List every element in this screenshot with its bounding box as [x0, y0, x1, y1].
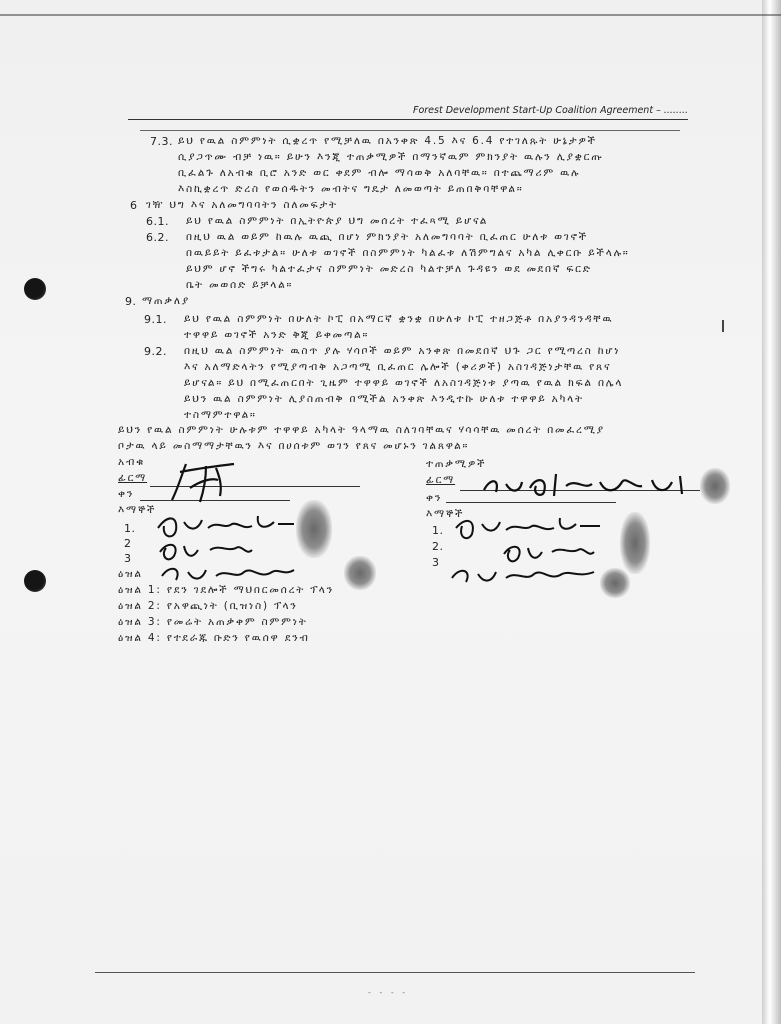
section-number: 6.1.	[146, 215, 169, 228]
text-line: ቤት መወሰድ ይቻላል።	[186, 279, 294, 291]
witness-number: 1.	[432, 524, 444, 537]
text-line: ይህ የዉል ስምምነት ሲቋረጥ የሚቻለዉ በአንቀጽ 4.5 እና 6.4 የተገለጹት ሁኔታዎች	[178, 135, 597, 147]
left-party-role: አብቁ	[118, 456, 146, 468]
text-line: ይሆናል። ይህ በሚፈጠርበት ጊዜም ተዋዋይ ወገኖች ለአስገዳጅነቱ ያጣዉ የዉል ክፍል በሌላ	[184, 377, 624, 389]
right-date-line	[446, 502, 616, 503]
section-number: 9.2.	[144, 345, 167, 358]
top-edge-line	[0, 14, 781, 16]
header-rule	[140, 130, 680, 131]
text-line: እና አለማድላትን የሚያጣብቅ አጋጣሚ ቢፈጠር ሌሎች (ቀሪዎች) አስገዳጅነታቸዉ የጸና	[184, 361, 612, 373]
left-sign-label: ፊርማ	[118, 472, 148, 484]
attachment-item: ዕዝል 3: የመሬት አጠቃቀም ስምምነት	[118, 616, 308, 628]
document-header: Forest Development Start-Up Coalition Agreement – ........	[128, 105, 688, 120]
page-edge-shadow	[762, 0, 781, 1024]
closing-line: ይህን የዉል ስምምነት ሁሉቱም ተዋዋይ አካላት ዓላማዉ ስለገባቸዉና ሃሳሳቸዉ መሰረት በመፈረሚያ	[118, 424, 605, 436]
right-witness-signatures	[444, 512, 624, 592]
margin-mark	[722, 320, 724, 332]
text-line: በዚህ ዉል ስምምነት ዉስጥ ያሉ ሃሳቦች ወይም አንቀጽ በመደበኛ ህጉ ጋር የሚጣረስ ከሆነ	[184, 345, 621, 357]
right-date-label: ቀን	[426, 492, 443, 504]
text-line: በዉይይት ይፈቱታል። ሁለቱ ወገኖች በስምምነት ካልፈቱ ለሽምግልና አካል ሊቀርቡ ይችላሉ።	[186, 247, 630, 259]
section-number: 7.3.	[150, 135, 173, 148]
text-line: ተዋዋይ ወገኖች አንድ ቅጂ ይቀመጣል።	[184, 329, 370, 341]
witness-number: 3	[124, 552, 132, 565]
section-title: ገዥ ህግ እና አለመግባባትን ስለመፍታት	[146, 199, 338, 211]
witness-number: 1.	[124, 522, 136, 535]
footer-page-mark: - - - -	[368, 988, 409, 997]
attachment-item: ዕዝል 4: የተደራጁ ቡድን የዉሰዋ ደንብ	[118, 632, 310, 644]
left-witnesses-label: እማኞች	[118, 504, 157, 516]
left-fingerprint-2	[344, 556, 376, 590]
right-party-signature	[476, 468, 706, 502]
text-line: ይህን ዉል ስምምነት ሊያስጠብቅ በሚችል አንቀጽ እንዲተኩ ሁለቱ ተዋዋይ አካላት	[184, 393, 584, 405]
witness-number: 3	[432, 556, 440, 569]
text-line: እስኪቋረጥ ድረስ የወሰዱትን መብትና ግዴታ ለመወጣት ይጠበቅባቸዋል።	[178, 183, 524, 195]
text-line: ይህም ሆኖ ችግሩ ካልተፈታና ስምምነት መድረስ ካልተቻለ ጉዳዩን ወደ መደበኛ ፍርድ	[186, 263, 592, 275]
attachment-item: ዕዝል 2: የአዋጪነት (ቢዝነስ) ፕላን	[118, 600, 298, 612]
section-number: 6	[130, 199, 138, 212]
section-number: 9.	[125, 295, 137, 308]
section-number: 6.2.	[146, 231, 169, 244]
text-line: ቢፈልጉ ለአብቁ ቢሮ አንድ ወር ቀደም ብሎ ማሳወቅ አለባቸዉ። በተጨማሪም ዉሉ	[178, 167, 581, 179]
text-line: በዚህ ዉል ወይም ከዉሉ ዉጪ በሆነ ምክንያት አለመግባባት ቢፈጠር ሁለቱ ወገኖች	[186, 231, 588, 243]
left-fingerprint-1	[296, 500, 332, 558]
punch-hole-bottom	[24, 570, 46, 592]
left-date-label: ቀን	[118, 488, 135, 500]
right-party-role: ተጠቃሚዎች	[426, 458, 487, 470]
right-fingerprint-1	[700, 468, 730, 504]
witness-number: 2	[124, 537, 132, 550]
text-line: ይህ የዉል ስምምነት በኢትዮጵያ ህግ መሰረት ተፈጻሚ ይሆናል	[186, 215, 489, 227]
left-witness-signatures	[148, 510, 308, 590]
text-line: ይህ የዉል ስምምነት በሁለት ኮፒ በአማርኛ ቋንቋ በሁለቱ ኮፒ ተዘጋጅቶ በአያንዳንዳቸዉ	[184, 313, 614, 325]
right-fingerprint-2	[620, 512, 650, 574]
footer-rule	[95, 972, 695, 973]
attachment-item: ዕዝል 1: የደን ገደሎች ማህበርመሰረት ፕላን	[118, 584, 334, 596]
text-line: ሲያጋጥሙ ብቻ ነዉ። ይሁን እንጂ ተጠቃሚዎች በማንኛዉም ምክንያት ዉሉን ሊያቋርጡ	[178, 151, 604, 163]
section-title: ማጠቃለያ	[142, 295, 191, 307]
right-witnesses-label: እማኞች	[426, 508, 465, 520]
right-sign-label: ፊርማ	[426, 474, 456, 486]
section-number: 9.1.	[144, 313, 167, 326]
text-line: ተስማምተዋል።	[184, 409, 257, 421]
attachment-label: ዕዝል	[118, 568, 143, 580]
witness-number: 2.	[432, 540, 444, 553]
left-party-signature	[160, 458, 250, 508]
closing-line: ቦታዉ ላይ መስማማታቸዉን እና በሀሰቱም ወገን የጸና መሆኑን ገልጸዋል።	[118, 440, 470, 452]
punch-hole-top	[24, 278, 46, 300]
right-fingerprint-3	[600, 568, 630, 598]
